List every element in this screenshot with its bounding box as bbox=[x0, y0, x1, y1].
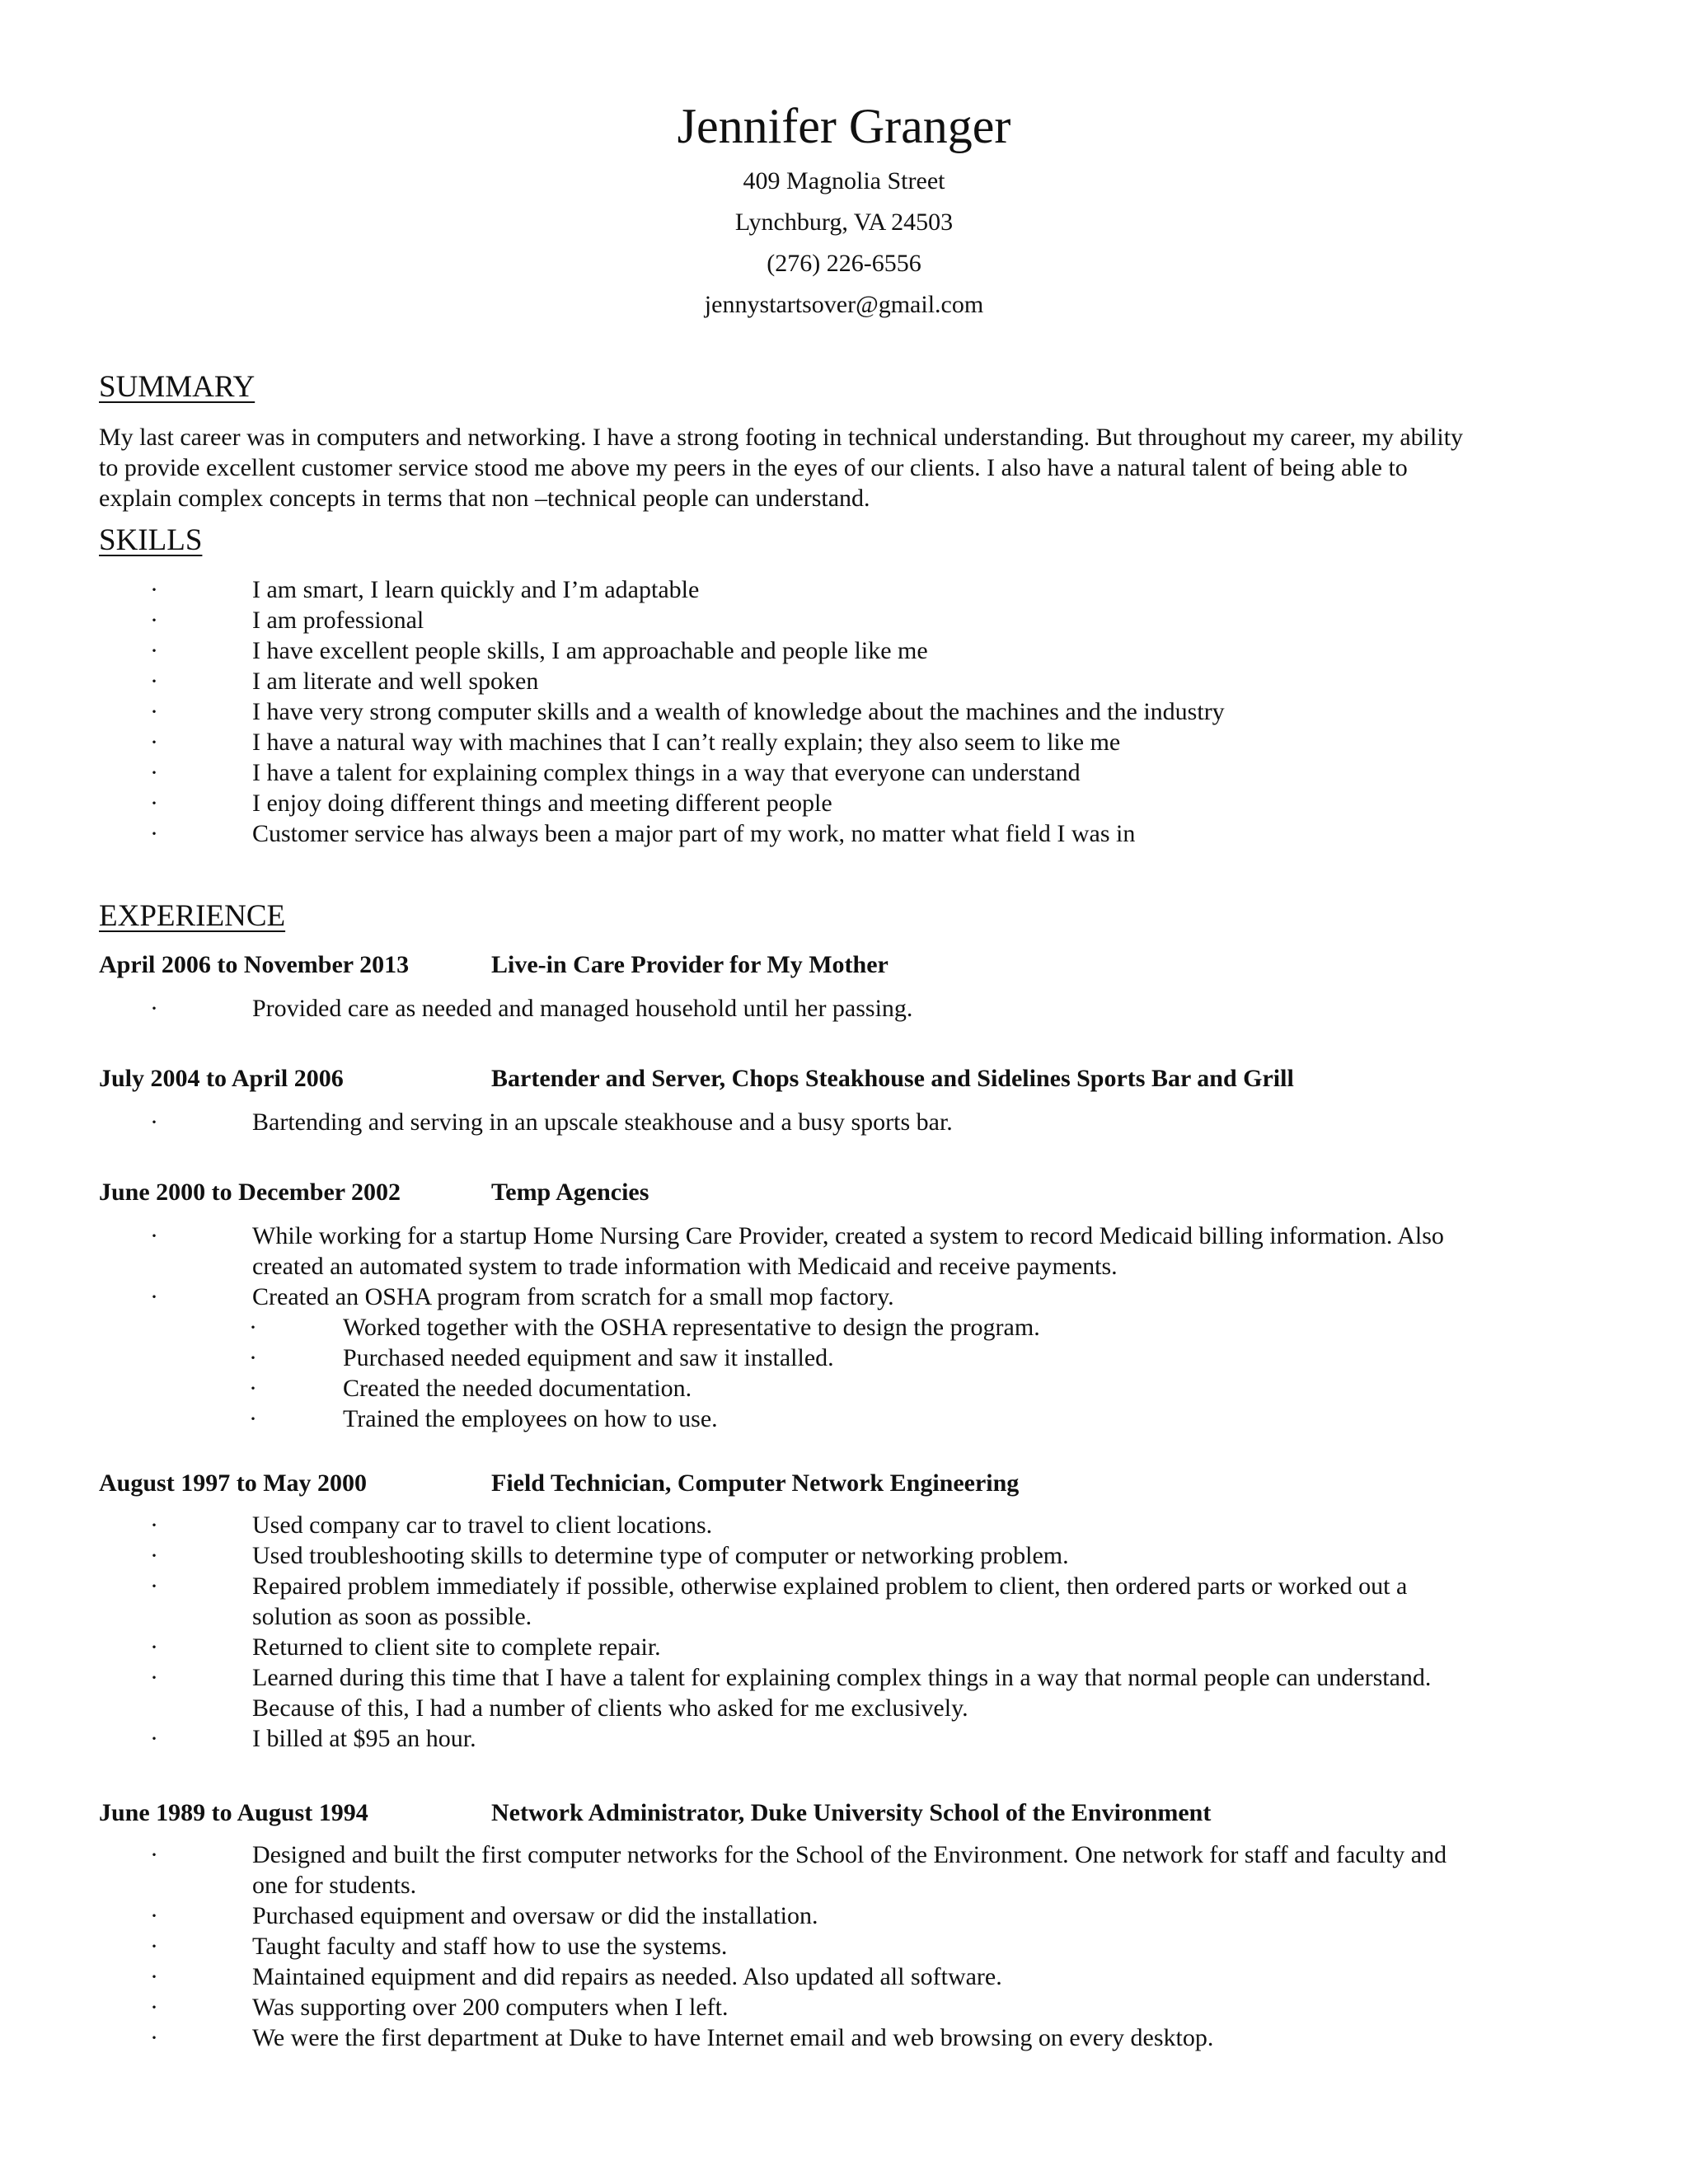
list-item bbox=[99, 1992, 1599, 2022]
job-bullets bbox=[99, 1840, 1599, 2053]
bullet-icon: · bbox=[150, 995, 158, 1022]
list-item bbox=[99, 1931, 1599, 1961]
list-item bbox=[99, 1723, 1599, 1754]
skill-text: I have excellent people skills, I am approachable and people like me bbox=[252, 637, 928, 664]
job-bullet-text: Used troubleshooting skills to determine type of computer or networking problem. bbox=[252, 1542, 1069, 1569]
bullet-icon: · bbox=[150, 1108, 158, 1136]
job-bullets bbox=[99, 1107, 1599, 1137]
job-dates: June 1989 to August 1994 bbox=[99, 1799, 368, 1826]
bullet-icon: · bbox=[150, 698, 158, 725]
bullet-icon: · bbox=[150, 576, 158, 603]
job-title: Network Administrator, Duke University School of the Environment bbox=[491, 1799, 1212, 1826]
job-bullet-line: While working for a startup Home Nursing Care Provider, created a system to record Medicaid billing information. Also bbox=[252, 1222, 1444, 1249]
bullet-icon: · bbox=[150, 1664, 158, 1691]
bullet-icon: · bbox=[249, 1344, 257, 1371]
job-bullet-text: We were the first department at Duke to have Internet email and web browsing on every desktop. bbox=[252, 2024, 1214, 2051]
summary-line: to provide excellent customer service stood me above my peers in the eyes of our clients. I also have a natural talent of being able to bbox=[99, 454, 1408, 481]
job-title: Bartender and Server, Chops Steakhouse and Sidelines Sports Bar and Grill bbox=[491, 1065, 1294, 1092]
job-bullet-text: Created an OSHA program from scratch for a small mop factory. bbox=[252, 1283, 894, 1310]
bullet-icon: · bbox=[150, 637, 158, 664]
skills-list bbox=[99, 574, 1599, 849]
list-item bbox=[99, 1221, 1599, 1282]
job-bullets bbox=[99, 1221, 1599, 1434]
list-item bbox=[99, 1662, 1599, 1723]
bullet-icon: · bbox=[150, 1222, 158, 1249]
summary-line: explain complex concepts in terms that non –technical people can understand. bbox=[99, 485, 870, 512]
bullet-icon: · bbox=[150, 1542, 158, 1569]
bullet-icon: · bbox=[150, 1994, 158, 2021]
bullet-icon: · bbox=[150, 1572, 158, 1600]
address-line-2: Lynchburg, VA 24503 bbox=[734, 209, 954, 236]
job-bullet-text: Maintained equipment and did repairs as needed. Also updated all software. bbox=[252, 1963, 1002, 1990]
job-bullet-text: Worked together with the OSHA representative to design the program. bbox=[343, 1314, 1040, 1341]
list-item bbox=[99, 727, 1599, 757]
list-item bbox=[99, 635, 1599, 666]
job-bullet-line: Repaired problem immediately if possible, otherwise explained problem to client, then ordered parts or worked out a bbox=[252, 1572, 1408, 1600]
job-bullet-text: I billed at $95 an hour. bbox=[252, 1725, 476, 1752]
bullet-icon: · bbox=[150, 2024, 158, 2051]
job-bullet-text: Purchased equipment and oversaw or did the installation. bbox=[252, 1902, 818, 1929]
phone-number: (276) 226-6556 bbox=[767, 250, 921, 277]
skill-text: Customer service has always been a major part of my work, no matter what field I was in bbox=[252, 820, 1136, 847]
job-title: Field Technician, Computer Network Engineering bbox=[491, 1469, 1020, 1497]
skill-text: I am literate and well spoken bbox=[252, 668, 539, 695]
list-item bbox=[99, 2022, 1599, 2053]
job-bullets bbox=[99, 993, 1599, 1024]
bullet-icon: · bbox=[150, 1902, 158, 1929]
list-item bbox=[99, 666, 1599, 696]
list-item bbox=[99, 574, 1599, 605]
job-bullet-line: Designed and built the first computer networks for the School of the Environment. One network for staff and faculty and bbox=[252, 1841, 1447, 1868]
skill-text: I enjoy doing different things and meeting different people bbox=[252, 790, 832, 817]
bullet-icon: · bbox=[249, 1314, 257, 1341]
job-bullet-text bbox=[252, 1571, 1599, 1632]
job-bullet-line: one for students. bbox=[252, 1872, 417, 1899]
list-item bbox=[99, 1404, 1599, 1434]
bullet-icon: · bbox=[150, 1633, 158, 1661]
bullet-icon: · bbox=[150, 820, 158, 847]
bullet-icon: · bbox=[150, 759, 158, 786]
list-item bbox=[99, 788, 1599, 818]
job-bullet-text: Bartending and serving in an upscale steakhouse and a busy sports bar. bbox=[252, 1108, 953, 1136]
job-title: Temp Agencies bbox=[491, 1179, 649, 1206]
list-item bbox=[99, 1107, 1599, 1137]
job-bullet-text: Purchased needed equipment and saw it installed. bbox=[343, 1344, 834, 1371]
email-address: jennystartsover@gmail.com bbox=[704, 291, 984, 318]
bullet-icon: · bbox=[249, 1375, 257, 1402]
bullet-icon: · bbox=[150, 1283, 158, 1310]
skill-text: I am professional bbox=[252, 607, 424, 634]
job-bullet-line: Because of this, I had a number of clients who asked for me exclusively. bbox=[252, 1694, 968, 1722]
job-bullet-text: Trained the employees on how to use. bbox=[343, 1405, 718, 1432]
job-dates: June 2000 to December 2002 bbox=[99, 1179, 401, 1206]
bullet-icon: · bbox=[150, 790, 158, 817]
list-item bbox=[99, 1961, 1599, 1992]
job-dates: April 2006 to November 2013 bbox=[99, 951, 410, 978]
list-item bbox=[99, 1900, 1599, 1931]
list-item bbox=[99, 757, 1599, 788]
list-item bbox=[99, 1373, 1599, 1404]
skills-heading: SKILLS bbox=[99, 523, 203, 557]
job-bullet-line: solution as soon as possible. bbox=[252, 1603, 532, 1630]
bullet-icon: · bbox=[150, 1963, 158, 1990]
job-dates: July 2004 to April 2006 bbox=[99, 1065, 344, 1092]
skill-text: I am smart, I learn quickly and I’m adaptable bbox=[252, 576, 700, 603]
summary-heading: SUMMARY bbox=[99, 370, 256, 404]
list-item bbox=[99, 696, 1599, 727]
summary-line: My last career was in computers and networking. I have a strong footing in technical understanding. But throughout my career, my ability bbox=[99, 424, 1464, 451]
job-bullet-text bbox=[252, 1840, 1599, 1900]
skill-text: I have very strong computer skills and a wealth of knowledge about the machines and the industry bbox=[252, 698, 1225, 725]
skill-text: I have a natural way with machines that I can’t really explain; they also seem to like me bbox=[252, 729, 1121, 756]
list-item bbox=[99, 1312, 1599, 1343]
list-item bbox=[99, 1510, 1599, 1540]
job-bullet-line: Learned during this time that I have a talent for explaining complex things in a way that normal people can understand. bbox=[252, 1664, 1432, 1691]
job-bullet-text: Provided care as needed and managed household until her passing. bbox=[252, 995, 913, 1022]
bullet-icon: · bbox=[150, 1511, 158, 1539]
job-bullet-text: Was supporting over 200 computers when I left. bbox=[252, 1994, 729, 2021]
bullet-icon: · bbox=[249, 1405, 257, 1432]
list-item bbox=[99, 1540, 1599, 1571]
job-dates: August 1997 to May 2000 bbox=[99, 1469, 368, 1497]
bullet-icon: · bbox=[150, 1933, 158, 1960]
bullet-icon: · bbox=[150, 729, 158, 756]
bullet-icon: · bbox=[150, 607, 158, 634]
bullet-icon: · bbox=[150, 668, 158, 695]
bullet-icon: · bbox=[150, 1841, 158, 1868]
bullet-icon: · bbox=[150, 1725, 158, 1752]
experience-heading: EXPERIENCE bbox=[99, 899, 286, 933]
list-item bbox=[99, 1282, 1599, 1312]
skill-text: I have a talent for explaining complex things in a way that everyone can understand bbox=[252, 759, 1081, 786]
list-item bbox=[99, 1343, 1599, 1373]
job-bullet-text: Used company car to travel to client locations. bbox=[252, 1511, 713, 1539]
summary-paragraph bbox=[99, 422, 1582, 513]
job-bullet-text: Taught faculty and staff how to use the systems. bbox=[252, 1933, 728, 1960]
job-bullet-text bbox=[252, 1662, 1599, 1723]
address-line-1: 409 Magnolia Street bbox=[743, 167, 945, 194]
job-bullet-line: created an automated system to trade information with Medicaid and receive payments. bbox=[252, 1253, 1118, 1280]
job-bullet-text: Created the needed documentation. bbox=[343, 1375, 692, 1402]
list-item bbox=[99, 605, 1599, 635]
job-bullets bbox=[99, 1510, 1599, 1754]
list-item bbox=[99, 1632, 1599, 1662]
job-bullet-text bbox=[252, 1221, 1599, 1282]
list-item bbox=[99, 818, 1599, 849]
applicant-name: Jennifer Granger bbox=[677, 99, 1011, 153]
job-bullet-text: Returned to client site to complete repair. bbox=[252, 1633, 661, 1661]
list-item bbox=[99, 1571, 1599, 1632]
job-title: Live-in Care Provider for My Mother bbox=[491, 951, 889, 978]
list-item bbox=[99, 993, 1599, 1024]
list-item bbox=[99, 1840, 1599, 1900]
